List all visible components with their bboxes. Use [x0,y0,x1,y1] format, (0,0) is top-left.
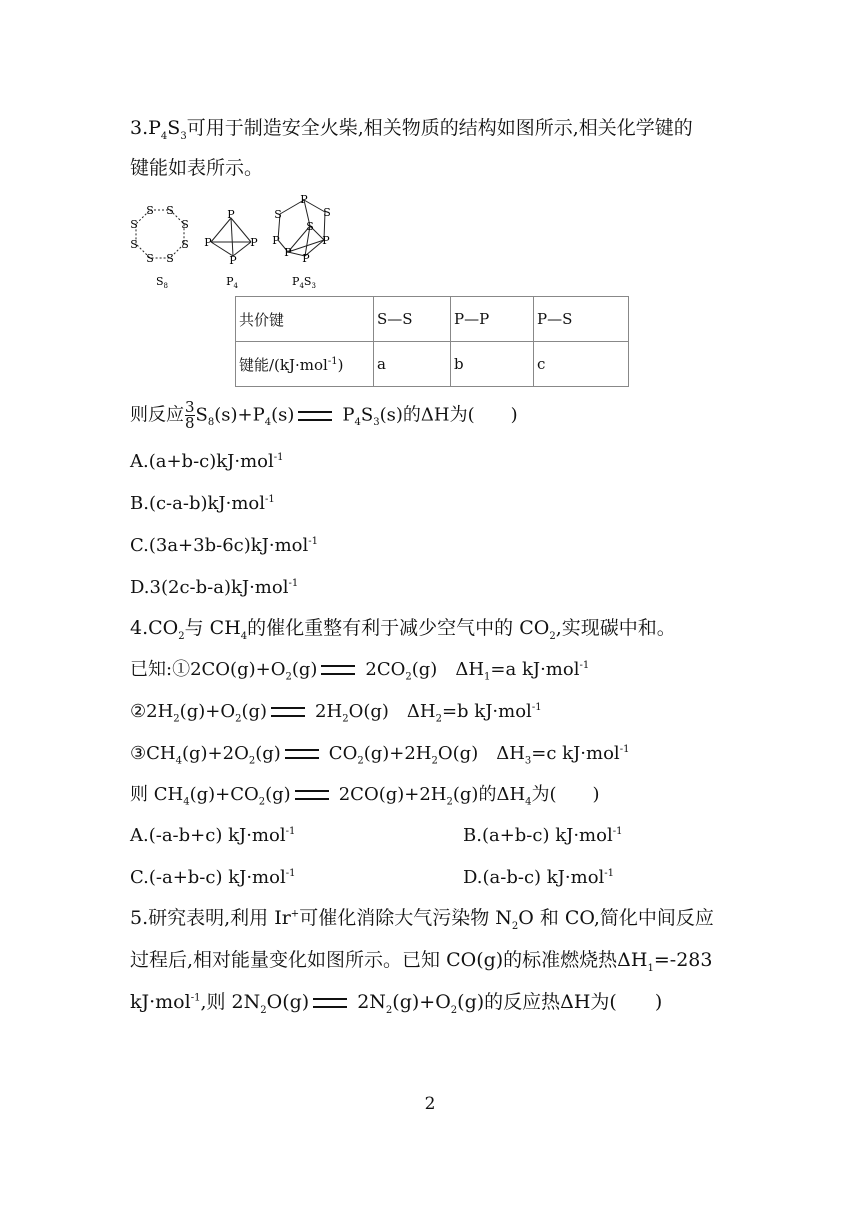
table-header-cell: P—S [534,297,629,342]
q3-option-a: A.(a+b-c)kJ·mol$^{-1}$ [130,451,284,472]
q3-option-d: D.3(2c-b-a)kJ·mol$^{-1}$ [130,577,299,598]
equilibrium-sign [298,411,332,421]
p4s3-atoms [272,193,330,265]
svg-text:P: P [300,193,308,206]
table-header-cell: 共价键 [236,297,374,342]
q4-option-d: D.(a-b-c) kJ·mol$^{-1}$ [463,867,615,888]
p4s3-label: $P_4S_3$ [292,275,316,290]
q4-known-2: $②2H_2(g)+O_2(g)$ $2H_2O(g)$ $\Delta H_2=b$ kJ·mol$^{-1}$ [130,701,542,725]
q3-stem: 则反应 $\frac{3}{8}$ $S_8(s)+P_4(s)$ $P_4S_3(s)$的ΔH为( ) [130,398,518,432]
q4-question: 则 $CH_4(g)+CO_2(g)$ $2CO(g)+2H_2(g)$的$\Delta H_4$为( ) [130,784,600,808]
svg-text:S: S [306,220,314,233]
svg-text:S: S [146,252,154,265]
svg-text:P: P [229,254,237,267]
p4-label: $P_4$ [226,275,238,290]
svg-text:S: S [181,218,189,231]
svg-text:P: P [284,246,292,259]
svg-text:S: S [166,204,174,217]
s8-structure [136,210,184,258]
q5-line2: 过程后,相对能量变化如图所示。已知 CO(g)的标准燃烧热$\Delta H_1=-283$ [130,949,713,974]
p4-atoms [204,208,258,267]
q4-option-c: C.(-a+b-c) kJ·mol$^{-1}$ [130,867,296,888]
q4-known-3: $③CH_4(g)+2O_2(g)$ $CO_2(g)+2H_2O(g)$ $\Delta H_3=c$ kJ·mol$^{-1}$ [130,743,630,767]
q3-option-c: C.(3a+3b-6c)kJ·mol$^{-1}$ [130,535,319,556]
svg-text:P: P [322,234,330,247]
svg-text:S: S [130,238,138,251]
bond-energy-table [235,296,629,387]
s8-label: $S_8$ [155,275,169,290]
svg-text:P: P [227,208,235,221]
svg-text:S: S [181,238,189,251]
svg-text:S: S [146,204,154,217]
table-row [236,342,629,387]
table-cell: 键能/(kJ·mol$^{-1}$) [236,342,374,387]
table-header-cell: S—S [374,297,451,342]
fraction: $\frac{3}{8}$ [185,398,195,432]
table-row [236,297,629,342]
page-number: 2 [424,1094,436,1114]
table-header-cell: P—P [451,297,534,342]
svg-text:P: P [204,236,212,249]
q4-option-b: B.(a+b-c) kJ·mol$^{-1}$ [463,825,623,846]
table-cell: b [451,342,534,387]
svg-text:S: S [130,218,138,231]
q4-option-a: A.(-a-b+c) kJ·mol$^{-1}$ [130,825,296,846]
q3-line1: $3.P_4S_3$可用于制造安全火柴,相关物质的结构如图所示,相关化学键的 [130,117,693,142]
svg-text:P: P [302,252,310,265]
q3-line2: 键能如表所示。 [130,157,264,179]
s8-atoms [130,204,189,265]
p4-structure [211,218,251,256]
svg-text:S: S [323,206,331,219]
table-cell: c [534,342,629,387]
q3-option-b: B.(c-a-b)kJ·mol$^{-1}$ [130,493,275,514]
svg-text:P: P [272,234,280,247]
q4-title: $4.CO_2$与 $CH_4$的催化重整有利于减少空气中的 $CO_2$,实现碳中和。 [130,617,676,642]
q4-known-1: 已知$:①2CO(g)+O_2(g)$ $2CO_2(g)$ $\Delta H_1=a$ kJ·mol$^{-1}$ [130,659,590,683]
table-cell: a [374,342,451,387]
svg-text:S: S [166,252,174,265]
molecule-structures-figure [120,190,350,292]
svg-text:S: S [274,208,282,221]
q5-line3: kJ·mol$^{-1}$,则 $2N_2O(g)$ $2N_2(g)+O_2(g)$的反应热ΔH为( ) [130,991,663,1016]
svg-text:P: P [250,236,258,249]
q5-line1: 5.研究表明,利用 Ir+可催化消除大气污染物 $N_2O$ 和 CO,简化中间反应 [130,907,714,932]
